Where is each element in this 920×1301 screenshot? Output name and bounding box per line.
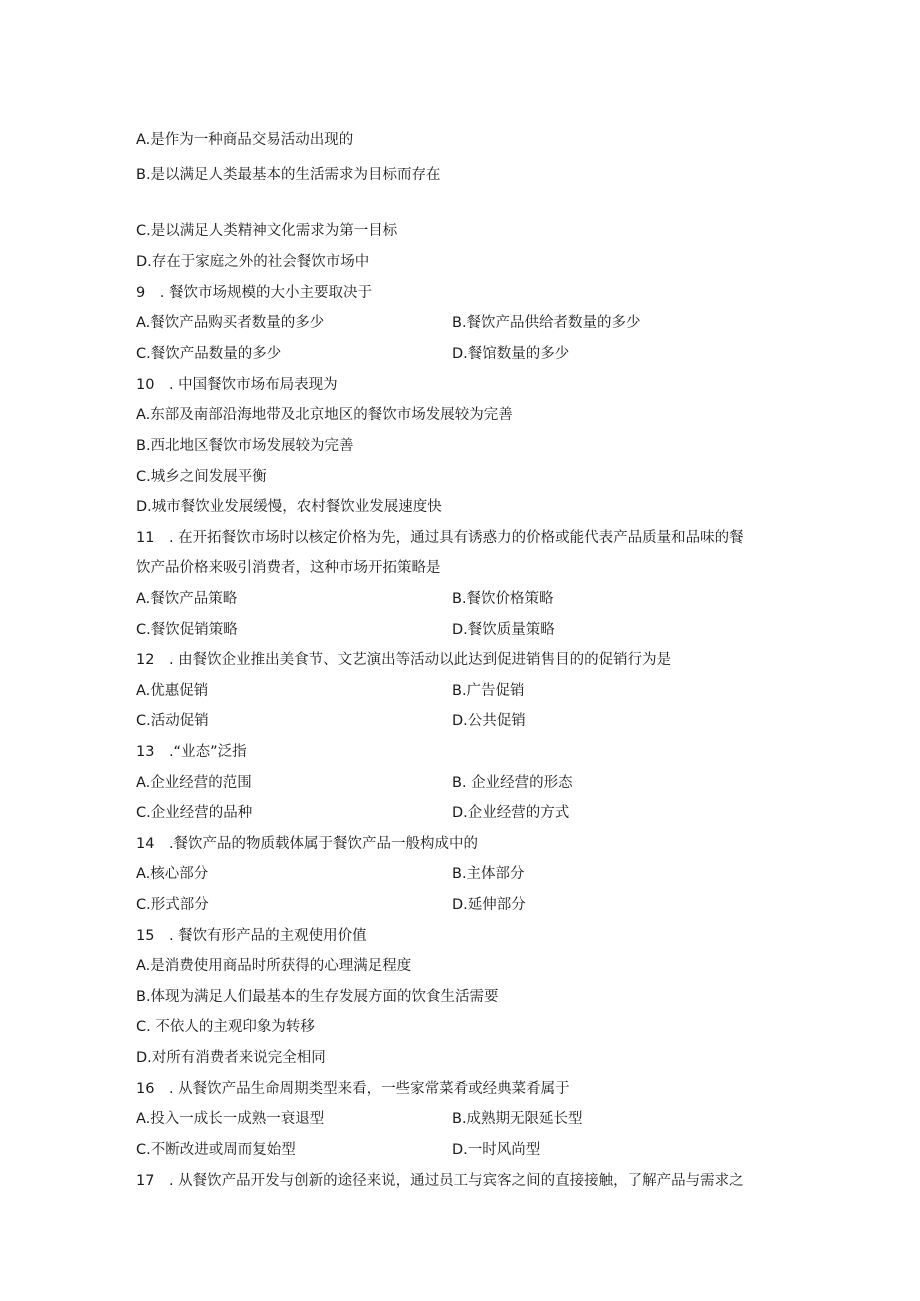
q9-option-b: B.餐饮产品供给者数量的多少 xyxy=(452,315,641,331)
q10-option-a: A.东部及南部沿海地带及北京地区的餐饮市场发展较为完善 xyxy=(136,407,513,423)
q15-option-b: B.体现为满足人们最基本的生存发展方面的饮食生活需要 xyxy=(136,989,499,1005)
q14-option-b: B.主体部分 xyxy=(452,866,525,882)
q13-option-a: A.企业经营的范围 xyxy=(136,775,252,791)
q16-option-b: B.成熟期无限延长型 xyxy=(452,1111,583,1127)
q14-option-c: C.形式部分 xyxy=(136,897,209,913)
q11-option-b: B.餐饮价格策略 xyxy=(452,591,554,607)
q11-stem-line2: 饮产品价格来吸引消费者，这种市场开拓策略是 xyxy=(136,560,441,576)
q10-option-c: C.城乡之间发展平衡 xyxy=(136,469,267,485)
q16-option-a: A.投入一成长一成熟一衰退型 xyxy=(136,1111,325,1127)
q9-option-d: D.餐馆数量的多少 xyxy=(452,346,570,362)
q13-option-d: D.企业经营的方式 xyxy=(452,805,570,821)
q8-option-d: D.存在于家庭之外的社会餐饮市场中 xyxy=(136,254,370,270)
q12-stem: 12 . 由餐饮企业推出美食节、文艺演出等活动以此达到促进销售目的的促销行为是 xyxy=(136,652,672,668)
q8-option-b: B.是以满足人类最基本的生活需求为目标而存在 xyxy=(136,167,441,183)
q12-option-a: A.优惠促销 xyxy=(136,683,209,699)
q12-option-c: C.活动促销 xyxy=(136,713,209,729)
q10-option-b: B.西北地区餐饮市场发展较为完善 xyxy=(136,438,354,454)
q16-option-d: D.一时风尚型 xyxy=(452,1142,541,1158)
q16-stem: 16 . 从餐饮产品生命周期类型来看，一些家常菜肴或经典菜肴属于 xyxy=(136,1081,570,1097)
q13-stem: 13 .“业态”泛指 xyxy=(136,744,247,760)
q10-option-d: D.城市餐饮业发展缓慢，农村餐饮业发展速度快 xyxy=(136,499,442,515)
q12-option-d: D.公共促销 xyxy=(452,713,526,729)
q12-option-b: B.广告促销 xyxy=(452,683,525,699)
q14-stem: 14 .餐饮产品的物质载体属于餐饮产品一般构成中的 xyxy=(136,836,479,852)
q8-option-c: C.是以满足人类精神文化需求为第一目标 xyxy=(136,223,398,239)
q15-option-a: A.是消费使用商品时所获得的心理满足程度 xyxy=(136,958,412,974)
q14-option-d: D.延伸部分 xyxy=(452,897,526,913)
q8-option-a: A.是作为一种商品交易活动出现的 xyxy=(136,132,354,148)
q11-stem-line1: 11 . 在开拓餐饮市场时以核定价格为先，通过具有诱惑力的价格或能代表产品质量和品味的餐 xyxy=(136,530,744,546)
q11-option-a: A.餐饮产品策略 xyxy=(136,591,238,607)
q13-option-b: B. 企业经营的形态 xyxy=(452,775,573,791)
q9-option-a: A.餐饮产品购买者数量的多少 xyxy=(136,315,325,331)
q11-option-d: D.餐饮质量策略 xyxy=(452,622,555,638)
q15-option-c: C. 不依人的主观印象为转移 xyxy=(136,1019,315,1035)
q16-option-c: C.不断改进或周而复始型 xyxy=(136,1142,296,1158)
q17-stem: 17 . 从餐饮产品开发与创新的途径来说，通过员工与宾客之间的直接接触，了解产品与需求之 xyxy=(136,1173,744,1189)
q11-option-c: C.餐饮促销策略 xyxy=(136,622,238,638)
q9-option-c: C.餐饮产品数量的多少 xyxy=(136,346,282,362)
q13-option-c: C.企业经营的品种 xyxy=(136,805,253,821)
q15-option-d: D.对所有消费者来说完全相同 xyxy=(136,1050,326,1066)
q15-stem: 15 . 餐饮有形产品的主观使用价值 xyxy=(136,928,367,944)
q14-option-a: A.核心部分 xyxy=(136,866,209,882)
q9-stem: 9 . 餐饮市场规模的大小主要取决于 xyxy=(136,285,372,301)
q10-stem: 10 . 中国餐饮市场布局表现为 xyxy=(136,377,338,393)
